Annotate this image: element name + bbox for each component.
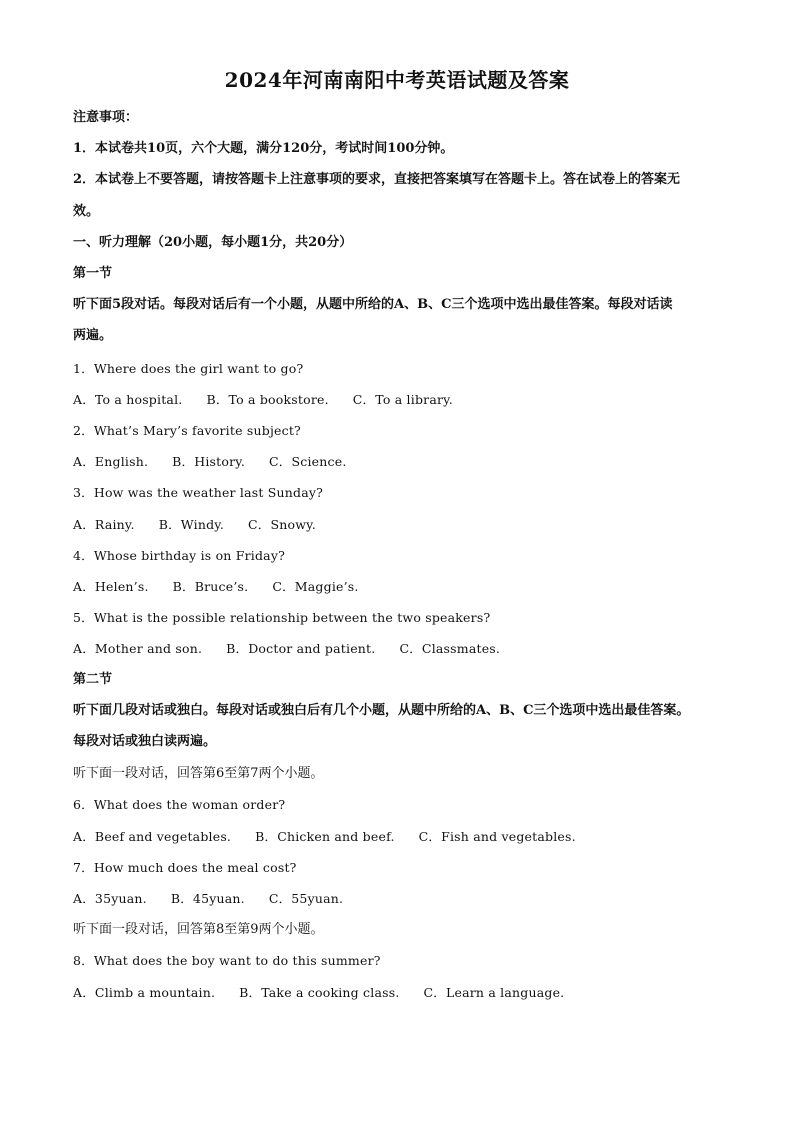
option-c: C．Science.	[269, 454, 347, 469]
question-5: 5．What is the possible relationship between the two speakers?	[73, 610, 491, 625]
option-a: A．35yuan.	[73, 891, 147, 906]
question-1-options	[73, 392, 453, 408]
question-1: 1．Where does the girl want to go?	[73, 361, 304, 376]
question-6-options	[73, 829, 576, 845]
option-a: A．Climb a mountain.	[73, 985, 216, 1000]
option-c: C．Maggie’s.	[272, 579, 359, 594]
option-c: C．Learn a language.	[423, 985, 565, 1000]
option-b: B．History.	[172, 454, 246, 469]
option-a: A．Rainy.	[73, 517, 135, 532]
option-a: A．To a hospital.	[73, 392, 183, 407]
notice-item-2-line-2: 效。	[73, 204, 100, 219]
notice-heading: 注意事项：	[73, 110, 139, 125]
option-b: B．To a bookstore.	[206, 392, 329, 407]
option-b: B．Take a cooking class.	[239, 985, 400, 1000]
question-8: 8．What does the boy want to do this summer?	[73, 953, 381, 968]
question-5-options	[73, 641, 500, 657]
option-b: B．45yuan.	[170, 891, 245, 906]
option-c: C．Classmates.	[399, 641, 501, 656]
part1-instruction-line-2: 两遍。	[73, 328, 113, 343]
option-b: B．Bruce’s.	[172, 579, 249, 594]
part-heading-2: 第二节	[73, 672, 113, 687]
question-3-options	[73, 517, 316, 533]
question-2-options	[73, 454, 347, 470]
option-a: A．Mother and son.	[73, 641, 203, 656]
group-intro-6-7: 听下面一段对话，回答第6至第7两个小题。	[73, 766, 324, 781]
question-8-options	[73, 985, 564, 1001]
part2-instruction-line-1: 听下面几段对话或独白。每段对话或独白后有几个小题，从题中所给的A、B、C三个选项中选出最佳答案。	[73, 703, 690, 718]
question-4-options	[73, 579, 359, 595]
page-title: 2024年河南南阳中考英语试题及答案	[224, 68, 570, 92]
question-6: 6．What does the woman order?	[73, 797, 286, 812]
option-a: A．Helen’s.	[73, 579, 149, 594]
section-heading-listening: 一、听力理解（20小题，每小题1分，共20分）	[73, 235, 353, 250]
question-7: 7．How much does the meal cost?	[73, 860, 297, 875]
option-c: C．To a library.	[352, 392, 453, 407]
part2-instruction-line-2: 每段对话或独白读两遍。	[73, 734, 217, 749]
question-3: 3．How was the weather last Sunday?	[73, 485, 324, 500]
question-4: 4．Whose birthday is on Friday?	[73, 548, 285, 563]
option-b: B．Chicken and beef.	[255, 829, 395, 844]
notice-item-2-line-1: 2．本试卷上不要答题，请按答题卡上注意事项的要求，直接把答案填写在答题卡上。答在试卷上的答案无	[73, 172, 681, 187]
part-heading-1: 第一节	[73, 266, 113, 281]
question-7-options	[73, 891, 343, 907]
part1-instruction-line-1: 听下面5段对话。每段对话后有一个小题，从题中所给的A、B、C三个选项中选出最佳答案。每段对话读	[73, 297, 673, 312]
option-a: A．English.	[73, 454, 149, 469]
group-intro-8-9: 听下面一段对话，回答第8至第9两个小题。	[73, 922, 324, 937]
notice-item-1: 1．本试卷共10页，六个大题，满分120分，考试时间100分钟。	[73, 141, 454, 156]
option-b: B．Windy.	[158, 517, 225, 532]
question-2: 2．What’s Mary’s favorite subject?	[73, 423, 301, 438]
option-c: C．Snowy.	[248, 517, 316, 532]
option-b: B．Doctor and patient.	[226, 641, 376, 656]
option-c: C．55yuan.	[268, 891, 344, 906]
option-a: A．Beef and vegetables.	[73, 829, 232, 844]
option-c: C．Fish and vegetables.	[418, 829, 576, 844]
